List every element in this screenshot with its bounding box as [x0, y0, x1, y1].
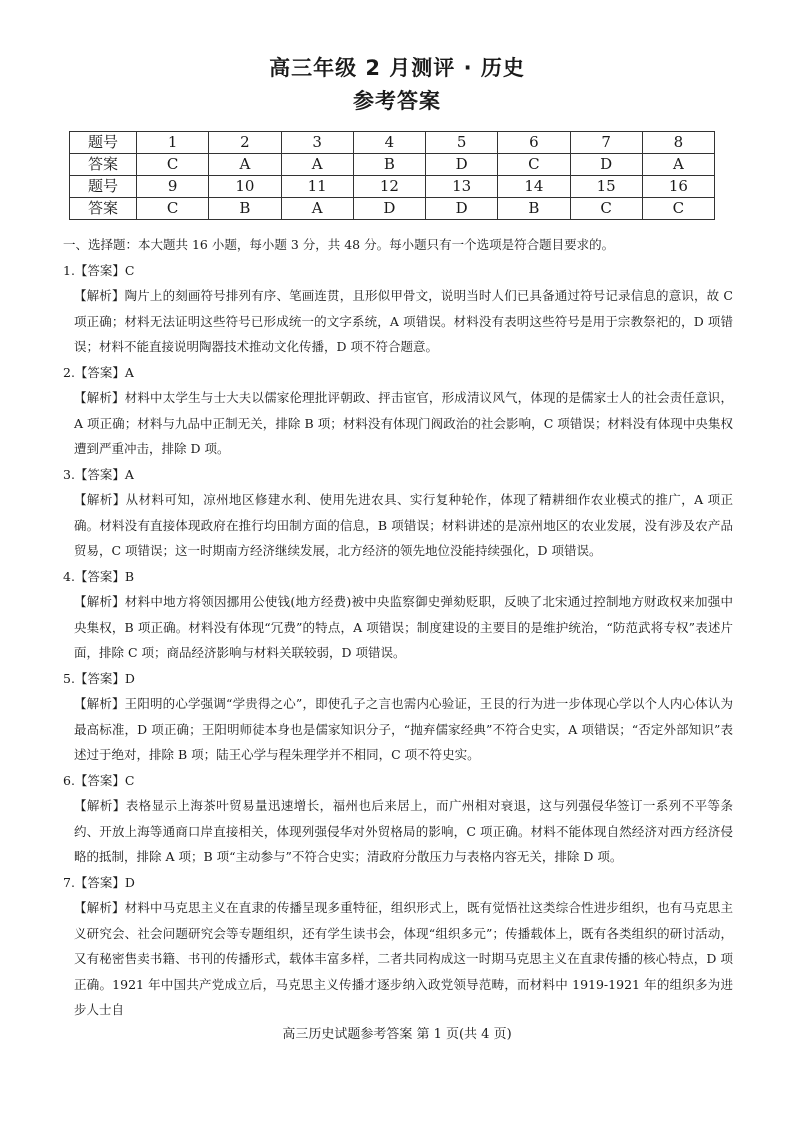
question-number-cell: 8 [642, 132, 714, 154]
question-number-cell: 2 [209, 132, 281, 154]
question-number-cell: 6 [498, 132, 570, 154]
answer-cell: D [426, 198, 498, 220]
question-6-analysis: 【解析】表格显示上海茶叶贸易量迅速增长，福州也后来居上，而广州相对衰退，这与列强侵华签订一系列不平等条约、开放上海等通商口岸直接相关，体现列强侵华对外贸格局的影响，C 项正确。材料不能体现自然经济对西方经济侵略的抵制，排除 A 项；B 项“主动参与”不符合史实；清政府分散压力与表格内容无关，排除 D 项。 [74, 798, 733, 864]
question-number-cell: 11 [281, 176, 353, 198]
page-footer: 高三历史试题参考答案 第 1 页(共 4 页) [282, 1027, 512, 1042]
answer-cell: A [209, 154, 281, 176]
question-number-cell: 7 [570, 132, 642, 154]
question-7-analysis: 【解析】材料中马克思主义在直隶的传播呈现多重特征，组织形式上，既有觉悟社这类综合性进步组织，也有马克思主义研究会、社会问题研究会等专题组织，还有学生读书会，体现“组织多元”；传播载体上，既有各类组织的研讨活动，又有秘密售卖书籍、书刊的传播形式，载体丰富多样，二者共同构成这一时期马克思主义在直隶传播的核心特点，D 项正确。1921 年中国共产党成立后，马克思主义传播才逐步纳入政党领导范畴，而材料中 1919-1921 年的组织多为进步人士自 [74, 900, 733, 1017]
answer-cell: C [137, 154, 209, 176]
question-5-answer: 5.【答案】D [63, 670, 135, 686]
answer-cell: B [353, 154, 425, 176]
question-number-cell: 12 [353, 176, 425, 198]
question-number-cell: 15 [570, 176, 642, 198]
question-2-analysis: 【解析】材料中太学生与士大夫以儒家伦理批评朝政、抨击宦官，形成清议风气，体现的是儒家士人的社会责任意识，A 项正确；材料与九品中正制无关，排除 B 项；材料没有体现门阀政治的社会影响，C 项错误；材料没有体现中央集权遭到严重冲击，排除 D 项。 [74, 390, 733, 456]
answer-cell: A [642, 154, 714, 176]
row-label-answer: 答案 [70, 154, 137, 176]
question-number-cell: 3 [281, 132, 353, 154]
answer-cell: D [426, 154, 498, 176]
question-1-analysis: 【解析】陶片上的刻画符号排列有序、笔画连贯，且形似甲骨文，说明当时人们已具备通过符号记录信息的意识，故 C 项正确；材料无法证明这些符号已形成统一的文字系统，A 项错误。材料没有表明这些符号是用于宗教祭祀的，D 项错误；材料不能直接说明陶器技术推动文化传播，D 项不符合题意。 [74, 288, 733, 354]
question-3-answer: 3.【答案】A [63, 466, 134, 482]
answer-cell: C [642, 198, 714, 220]
question-5-analysis: 【解析】王阳明的心学强调“学贵得之心”，即使孔子之言也需内心验证，王艮的行为进一步体现心学以个人内心体认为最高标准，D 项正确；王阳明师徒本身也是儒家知识分子，“抛弃儒家经典”不符合史实，A 项错误；“否定外部知识”表述过于绝对，排除 B 项；陆王心学与程朱理学并不相同，C 项不符史实。 [74, 696, 733, 762]
table-row [70, 154, 715, 176]
table-row [70, 198, 715, 220]
row-label-answer: 答案 [70, 198, 137, 220]
question-number-cell: 5 [426, 132, 498, 154]
answer-cell: B [209, 198, 281, 220]
answer-cell: C [137, 198, 209, 220]
section-intro: 一、选择题：本大题共 16 小题，每小题 3 分，共 48 分。每小题只有一个选项是符合题目要求的。 [63, 237, 615, 252]
question-number-cell: 4 [353, 132, 425, 154]
question-6-answer: 6.【答案】C [63, 772, 135, 788]
question-4-analysis: 【解析】材料中地方将领因挪用公使钱(地方经费)被中央监察御史弹劾贬职，反映了北宋通过控制地方财政权来加强中央集权，B 项正确。材料没有体现“冗费”的特点，A 项错误；制度建设的主要目的是维护统治，“防范武将专权”表述片面，排除 C 项；商品经济影响与材料关联较弱，D 项错误。 [74, 594, 733, 660]
table-row [70, 176, 715, 198]
page-subtitle: 参考答案 [353, 89, 441, 113]
answer-cell: C [498, 154, 570, 176]
answer-cell: D [570, 154, 642, 176]
question-number-cell: 16 [642, 176, 714, 198]
table-row [70, 132, 715, 154]
question-number-cell: 13 [426, 176, 498, 198]
answer-cell: D [353, 198, 425, 220]
answer-cell: B [498, 198, 570, 220]
row-label-number: 题号 [70, 132, 137, 154]
question-1-answer: 1.【答案】C [63, 262, 135, 278]
question-7-answer: 7.【答案】D [63, 874, 135, 890]
question-3-analysis: 【解析】从材料可知，凉州地区修建水利、使用先进农具、实行复种轮作，体现了精耕细作农业模式的推广，A 项正确。材料没有直接体现政府在推行均田制方面的信息，B 项错误；材料讲述的是凉州地区的农业发展，没有涉及农产品贸易，C 项错误；这一时期南方经济继续发展，北方经济的领先地位没能持续强化，D 项错误。 [74, 492, 733, 558]
answer-cell: A [281, 154, 353, 176]
answer-explanations [63, 232, 733, 1023]
question-number-cell: 9 [137, 176, 209, 198]
question-number-cell: 10 [209, 176, 281, 198]
question-2-answer: 2.【答案】A [63, 364, 134, 380]
answer-table [69, 131, 715, 220]
answer-cell: A [281, 198, 353, 220]
question-number-cell: 1 [137, 132, 209, 154]
row-label-number: 题号 [70, 176, 137, 198]
page-title: 高三年级 2 月测评 · 历史 [269, 56, 525, 80]
answer-cell: C [570, 198, 642, 220]
question-number-cell: 14 [498, 176, 570, 198]
question-4-answer: 4.【答案】B [63, 568, 135, 584]
